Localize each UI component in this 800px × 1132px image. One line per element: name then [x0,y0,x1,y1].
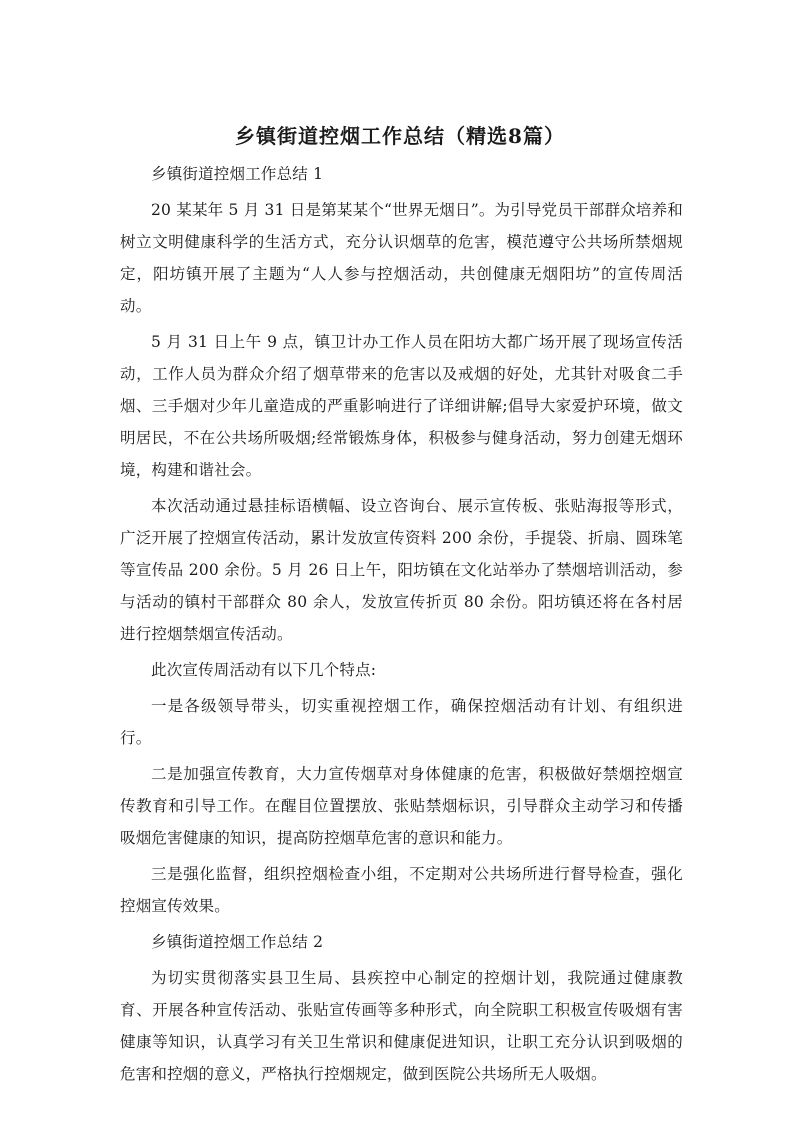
section-heading-1: 乡镇街道控烟工作总结 1 [151,165,324,183]
paragraph: 20 某某年 5 月 31 日是第某某个“世界无烟日”。为引导党员干部群众培养和树立文明健康科学的生活方式，充分认识烟草的危害，模范遵守公共场所禁烟规定，阳坊镇开展了主题为“人人参与控烟活动，共创健康无烟阳坊”的宣传周活动。 [120,201,683,315]
paragraph: 三是强化监督，组织控烟检查小组，不定期对公共场所进行督导检查，强化控烟宣传效果。 [120,865,683,915]
document-body [120,158,683,1094]
paragraph: 本次活动通过悬挂标语横幅、设立咨询台、展示宣传板、张贴海报等形式，广泛开展了控烟宣传活动，累计发放宣传资料 200 余份，手提袋、折扇、圆珠笔等宣传品 200 余份。5 月 26 日上午，阳坊镇在文化站举办了禁烟培训活动，参与活动的镇村干部群众 80 余人，发放宣传折页 80 余份。阳坊镇还将在各村居进行控烟禁烟宣传活动。 [120,497,683,643]
document-title: 乡镇街道控烟工作总结（精选8篇） [235,124,565,148]
section-heading-2: 乡镇街道控烟工作总结 2 [151,933,324,951]
paragraph: 此次宣传周活动有以下几个特点: [151,661,377,679]
paragraph: 二是加强宣传教育，大力宣传烟草对身体健康的危害，积极做好禁烟控烟宣传教育和引导工作。在醒目位置摆放、张贴禁烟标识，引导群众主动学习和传播吸烟危害健康的知识，提高防控烟草危害的意识和能力。 [120,765,683,847]
paragraph: 一是各级领导带头，切实重视控烟工作，确保控烟活动有计划、有组织进行。 [120,697,683,747]
paragraph: 为切实贯彻落实县卫生局、县疾控中心制定的控烟计划，我院通过健康教育、开展各种宣传活动、张贴宣传画等多种形式，向全院职工积极宣传吸烟有害健康等知识，认真学习有关卫生常识和健康促进知识，让职工充分认识到吸烟的危害和控烟的意义，严格执行控烟规定，做到医院公共场所无人吸烟。 [120,969,683,1083]
paragraph: 5 月 31 日上午 9 点，镇卫计办工作人员在阳坊大都广场开展了现场宣传活动，工作人员为群众介绍了烟草带来的危害以及戒烟的好处，尤其针对吸食二手烟、三手烟对少年儿童造成的严重影响进行了详细讲解;倡导大家爱护环境，做文明居民，不在公共场所吸烟;经常锻炼身体，积极参与健身活动，努力创建无烟环境，构建和谐社会。 [120,333,683,479]
